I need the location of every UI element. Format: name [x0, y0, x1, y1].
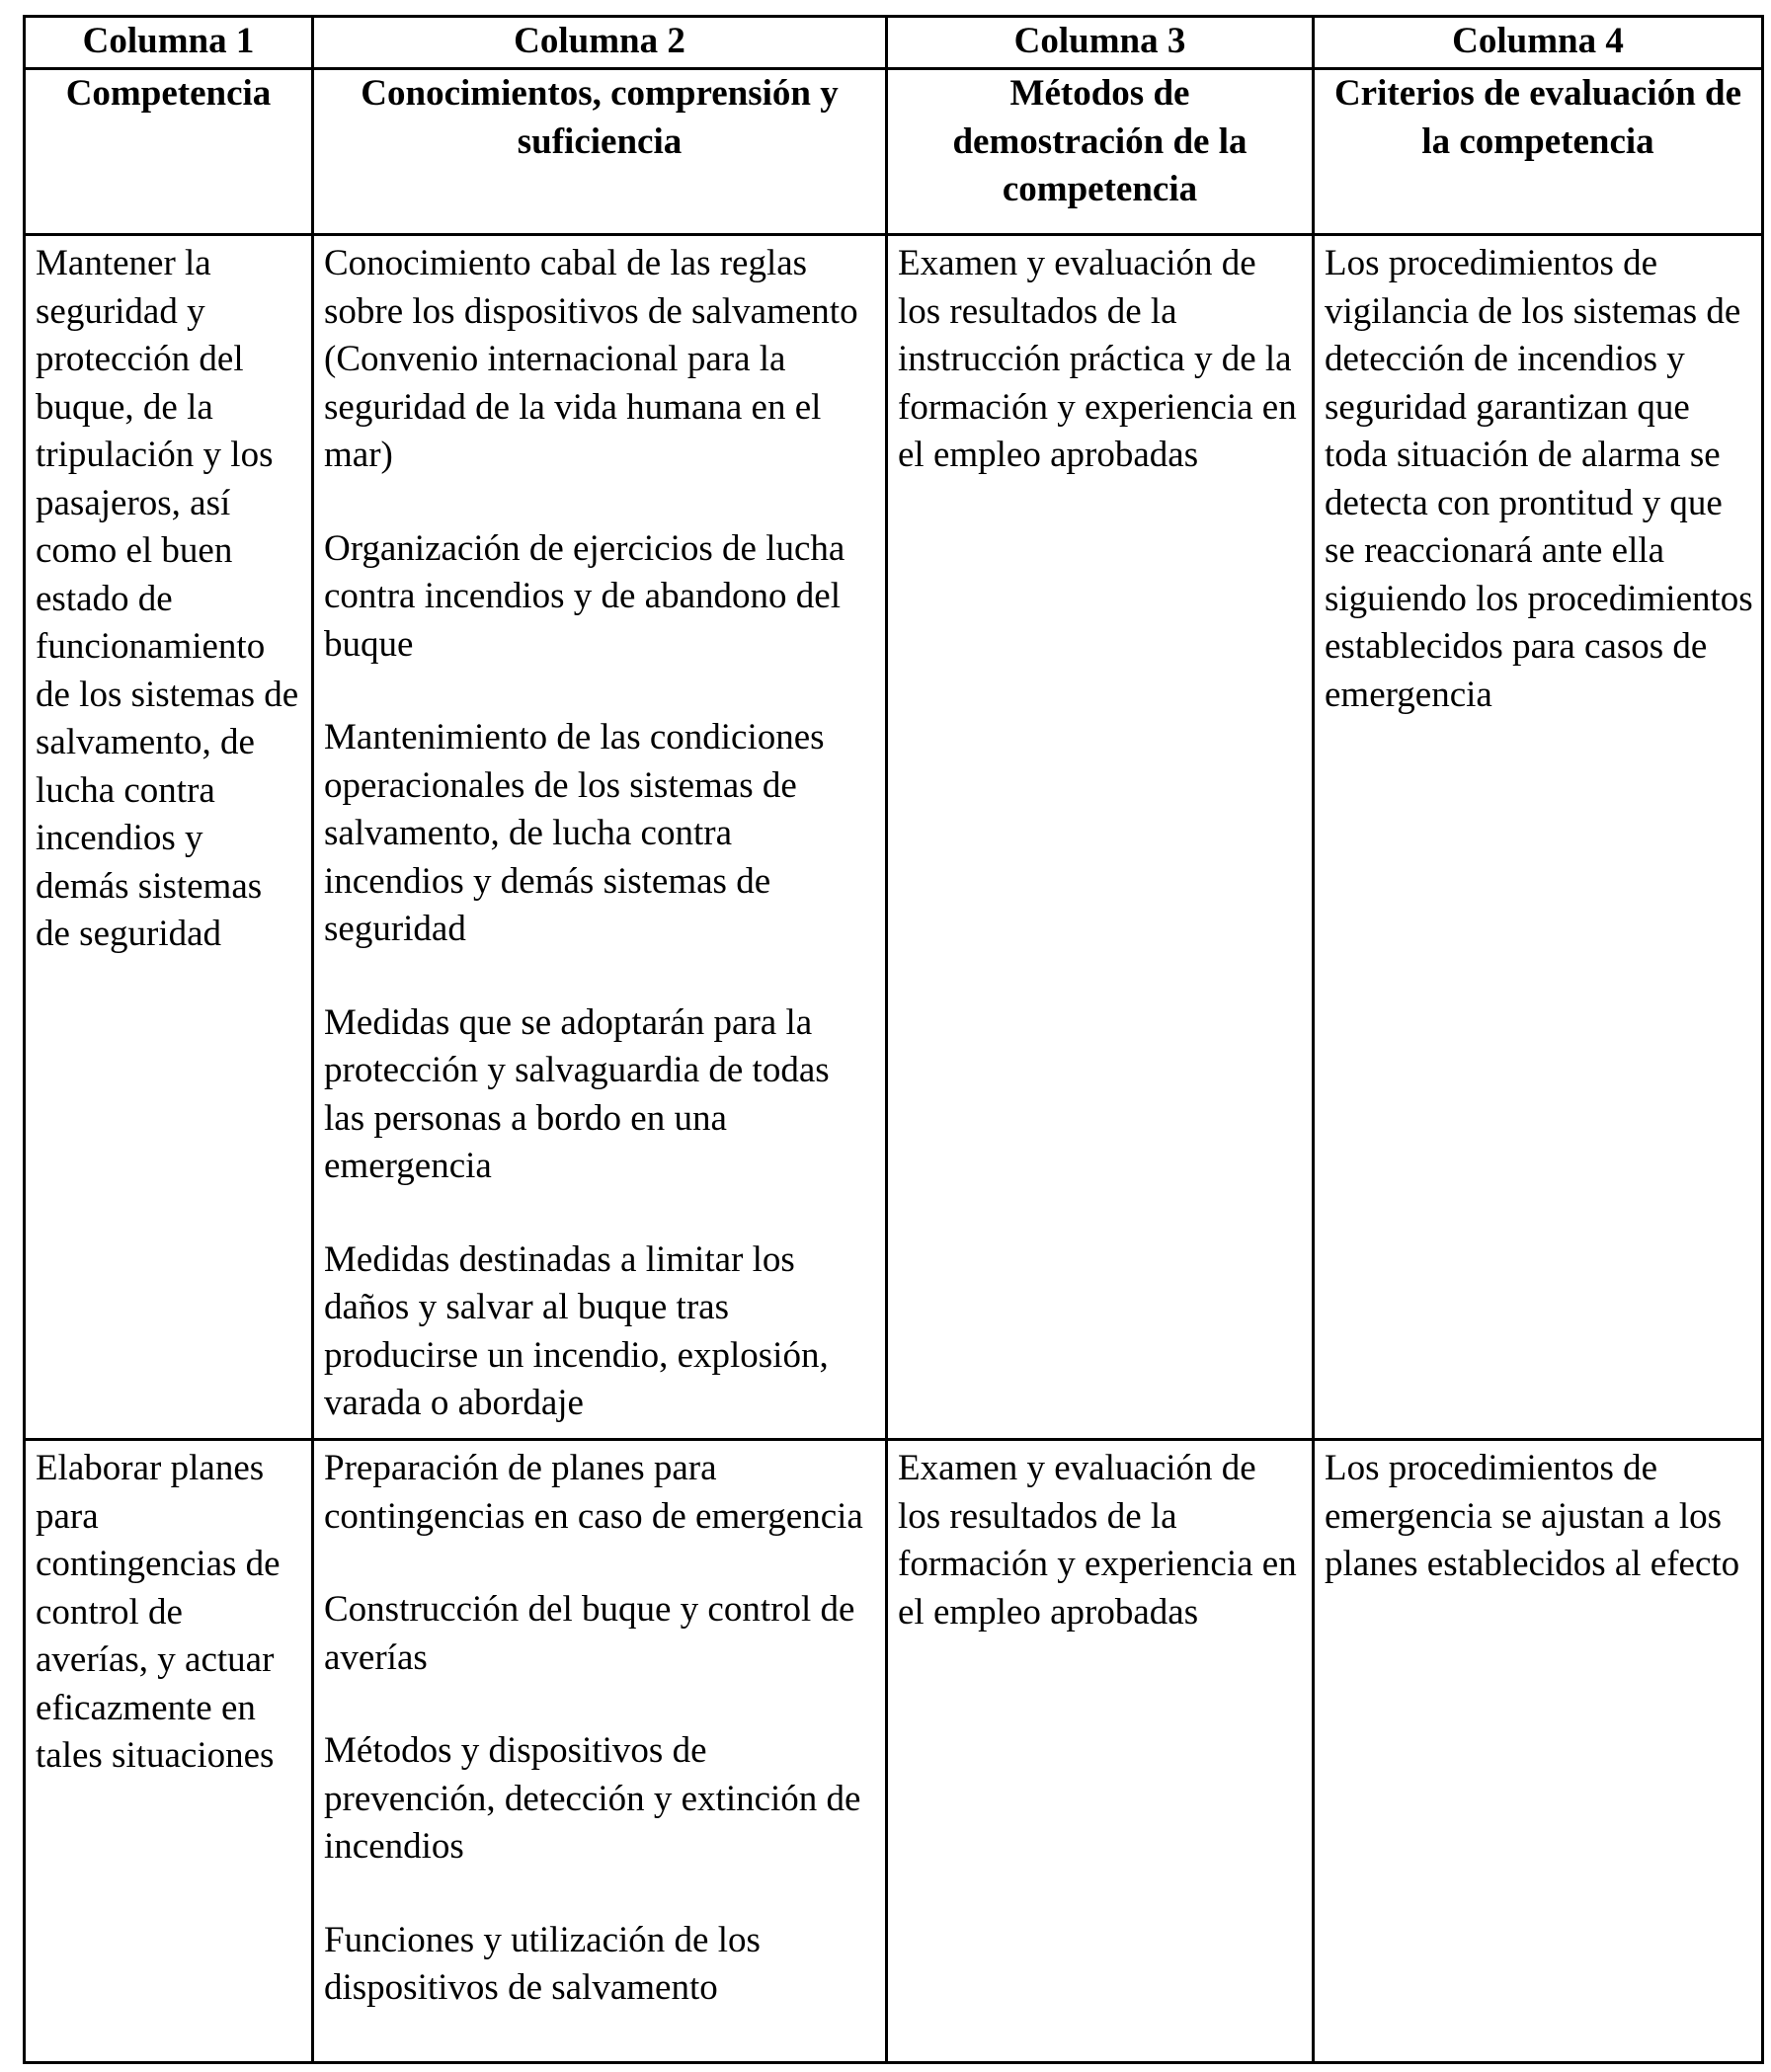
- column-number-2: Columna 2: [313, 17, 887, 69]
- competencia-cell: Elaborar planes para contingencias de control de averías, y actuar eficazmente en tales situaciones: [25, 1440, 313, 2063]
- column-number-4: Columna 4: [1314, 17, 1763, 69]
- column-number-row: [25, 17, 1763, 69]
- conocimientos-cell: [313, 235, 887, 1440]
- column-number-1: Columna 1: [25, 17, 313, 69]
- table-row: [25, 235, 1763, 1440]
- column-title-conocimientos: Conocimientos, comprensión y suficiencia: [313, 69, 887, 235]
- column-title-competencia: Competencia: [25, 69, 313, 235]
- competencia-cell: Mantener la seguridad y protección del buque, de la tripulación y los pasajeros, así como el buen estado de funcionamiento de los sistemas de salvamento, de lucha contra incendios y demás sistemas de seguridad: [25, 235, 313, 1440]
- conocimiento-item: Métodos y dispositivos de prevención, detección y extinción de incendios: [324, 1730, 861, 1867]
- conocimiento-item: Funciones y utilización de los dispositivos de salvamento: [324, 1919, 761, 2008]
- column-title-metodos: Métodos de demostración de la competencia: [887, 69, 1314, 235]
- criterios-cell: Los procedimientos de vigilancia de los sistemas de detección de incendios y seguridad garantizan que toda situación de alarma se detecta con prontitud y que se reaccionará ante ella siguiendo los procedimientos establecidos para casos de emergencia: [1314, 235, 1763, 1440]
- criterios-cell: Los procedimientos de emergencia se ajustan a los planes establecidos al efecto: [1314, 1440, 1763, 2063]
- column-title-row: [25, 69, 1763, 235]
- column-number-3: Columna 3: [887, 17, 1314, 69]
- conocimiento-item: Preparación de planes para contingencias en caso de emergencia: [324, 1448, 863, 1537]
- conocimiento-item: Medidas que se adoptarán para la protección y salvaguardia de todas las personas a bordo en una emergencia: [324, 1001, 830, 1186]
- conocimientos-cell: [313, 1440, 887, 2063]
- metodos-cell: Examen y evaluación de los resultados de la instrucción práctica y de la formación y experiencia en el empleo aprobadas: [887, 235, 1314, 1440]
- conocimiento-item: Conocimiento cabal de las reglas sobre los dispositivos de salvamento (Convenio internacional para la seguridad de la vida humana en el mar): [324, 243, 858, 475]
- table-row: [25, 1440, 1763, 2063]
- conocimiento-item: Mantenimiento de las condiciones operacionales de los sistemas de salvamento, de lucha contra incendios y demás sistemas de seguridad: [324, 717, 825, 949]
- conocimiento-item: Construcción del buque y control de averías: [324, 1589, 855, 1678]
- competence-table: [23, 15, 1764, 2064]
- conocimiento-item: Organización de ejercicios de lucha contra incendios y de abandono del buque: [324, 527, 845, 665]
- column-title-criterios: Criterios de evaluación de la competencia: [1314, 69, 1763, 235]
- conocimiento-item: Medidas destinadas a limitar los daños y salvar al buque tras producirse un incendio, explosión, varada o abordaje: [324, 1238, 829, 1423]
- metodos-cell: Examen y evaluación de los resultados de la formación y experiencia en el empleo aprobadas: [887, 1440, 1314, 2063]
